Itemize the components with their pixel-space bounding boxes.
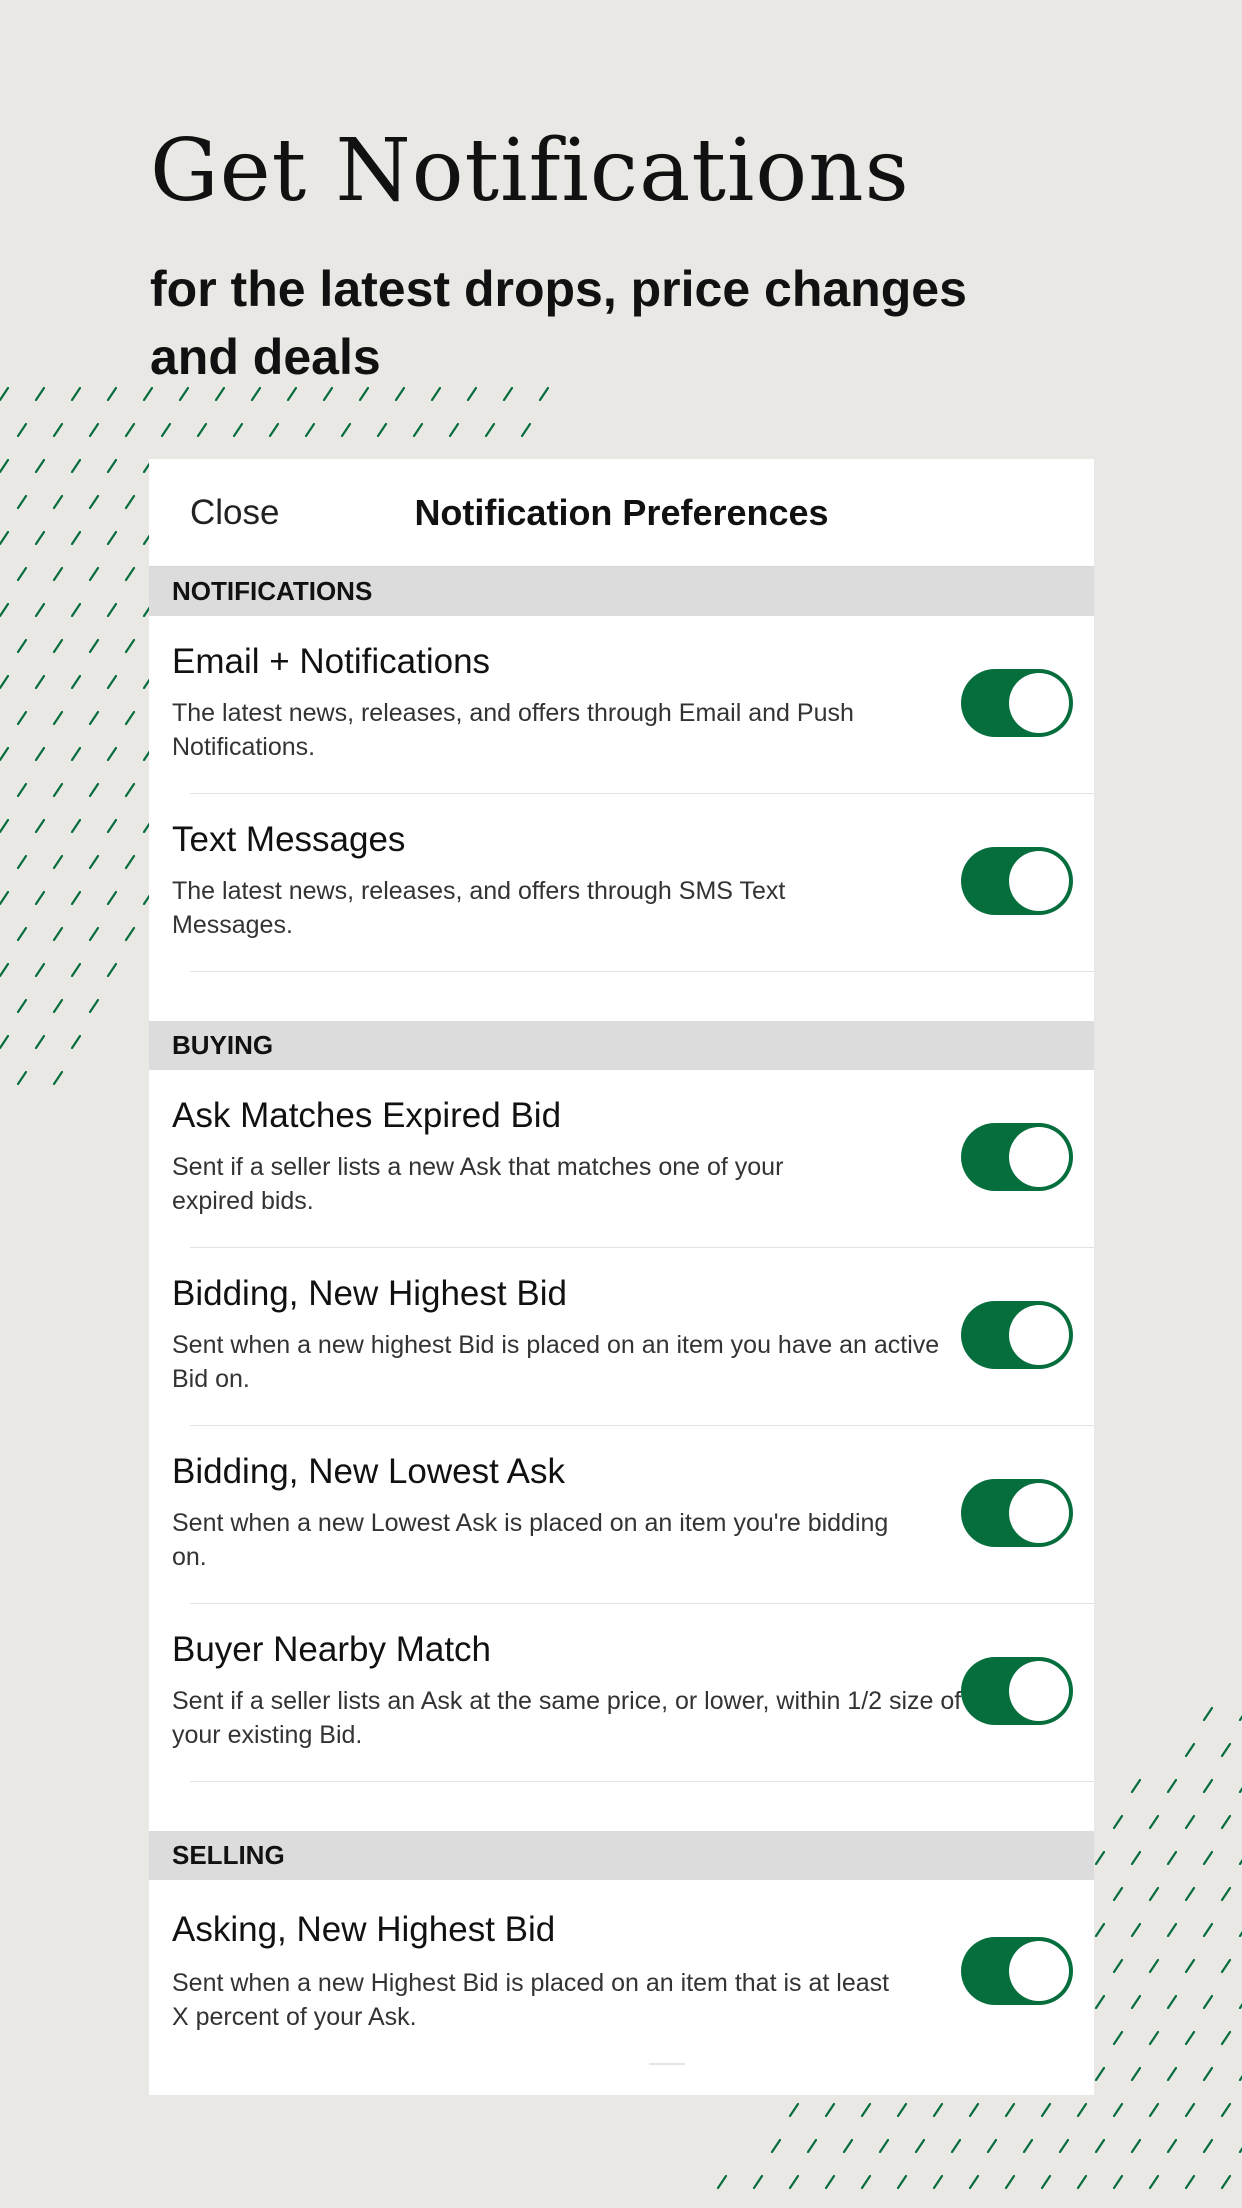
pattern-dash (108, 460, 116, 472)
pattern-dash (54, 928, 62, 940)
row-description: The latest news, releases, and offers through Email and Push Notifications. (172, 699, 854, 761)
pattern-dash (90, 568, 98, 580)
toggle-knob (1009, 1305, 1069, 1365)
pattern-dash (1096, 2068, 1104, 2080)
pattern-dash (90, 1000, 98, 1012)
list-item (149, 1880, 1094, 2066)
pattern-dash (1222, 2032, 1230, 2044)
pattern-dash (1096, 1924, 1104, 1936)
pattern-dash (1222, 1816, 1230, 1828)
pattern-dash (916, 2140, 924, 2152)
pattern-dash (1168, 1996, 1176, 2008)
pattern-dash (90, 928, 98, 940)
pattern-dash (1078, 2104, 1086, 2116)
list-item (149, 1604, 1094, 1782)
notification-preferences-panel (149, 459, 1094, 2095)
pattern-dash (754, 2176, 762, 2188)
pattern-dash (108, 604, 116, 616)
pattern-dash (952, 2140, 960, 2152)
pattern-dash (54, 496, 62, 508)
row-description: Sent if a seller lists a new Ask that matches one of your expired bids. (172, 1153, 784, 1215)
pattern-dash (18, 1072, 26, 1084)
pattern-dash (54, 712, 62, 724)
pattern-dash (808, 2140, 816, 2152)
pattern-dash (1042, 2104, 1050, 2116)
pattern-dash (0, 532, 8, 544)
pattern-dash (1186, 1960, 1194, 1972)
ask-matches-expired-bid-toggle[interactable] (961, 1123, 1073, 1191)
pattern-dash (36, 532, 44, 544)
pattern-dash (1186, 1816, 1194, 1828)
pattern-dash (790, 2176, 798, 2188)
pattern-dash (1204, 1996, 1212, 2008)
pattern-dash (1150, 2032, 1158, 2044)
panel-header (149, 459, 1094, 567)
pattern-dash (1114, 1888, 1122, 1900)
pattern-dash (0, 748, 8, 760)
pattern-dash (126, 424, 134, 436)
pattern-dash (72, 964, 80, 976)
pattern-dash (108, 676, 116, 688)
pattern-dash (72, 676, 80, 688)
pattern-dash (1150, 2104, 1158, 2116)
pattern-dash (90, 640, 98, 652)
pattern-dash (1204, 2068, 1212, 2080)
pattern-dash (36, 460, 44, 472)
pattern-dash (234, 424, 242, 436)
pattern-dash (54, 1072, 62, 1084)
row-title: Buyer Nearby Match (172, 1630, 492, 1669)
pattern-dash (1204, 1852, 1212, 1864)
pattern-dash (1168, 2140, 1176, 2152)
pattern-dash (1186, 2104, 1194, 2116)
pattern-dash (126, 784, 134, 796)
row-title: Email + Notifications (172, 642, 491, 681)
list-item (149, 1248, 1094, 1426)
pattern-dash (18, 1000, 26, 1012)
row-title: Asking, New Highest Bid (172, 1910, 556, 1949)
pattern-dash (36, 748, 44, 760)
row-title: Bidding, New Lowest Ask (172, 1452, 565, 1491)
pattern-dash (18, 424, 26, 436)
toggle-knob (1009, 1661, 1069, 1721)
pattern-dash (1132, 1780, 1140, 1792)
pattern-dash (1096, 2140, 1104, 2152)
pattern-dash (522, 424, 530, 436)
pattern-dash (898, 2104, 906, 2116)
section-spacer (149, 972, 1094, 1021)
pattern-dash (54, 856, 62, 868)
toggle-knob (1009, 673, 1069, 733)
pattern-dash (0, 1036, 8, 1048)
pattern-dash (1168, 1780, 1176, 1792)
row-description: Sent when a new Highest Bid is placed on an item that is at least X percent of your Ask. (172, 1969, 890, 2031)
new-lowest-ask-toggle[interactable] (961, 1479, 1073, 1547)
pattern-dash (1132, 2068, 1140, 2080)
pattern-dash (1222, 1744, 1230, 1756)
pattern-dash (1132, 1996, 1140, 2008)
row-description: Sent when a new Lowest Ask is placed on an item you're bidding on. (172, 1509, 889, 1571)
pattern-dash (1222, 2104, 1230, 2116)
pattern-dash (36, 676, 44, 688)
pattern-dash (126, 568, 134, 580)
pattern-dash (54, 1000, 62, 1012)
pattern-dash (988, 2140, 996, 2152)
pattern-dash (108, 820, 116, 832)
pattern-dash (1132, 2140, 1140, 2152)
pattern-dash (970, 2104, 978, 2116)
list-item (149, 1426, 1094, 1604)
pattern-dash (0, 676, 8, 688)
buyer-nearby-match-toggle[interactable] (961, 1657, 1073, 1725)
pattern-dash (18, 712, 26, 724)
pattern-dash (1150, 1816, 1158, 1828)
row-title: Bidding, New Highest Bid (172, 1274, 567, 1313)
pattern-dash (826, 2104, 834, 2116)
pattern-dash (72, 604, 80, 616)
list-item (149, 616, 1094, 794)
pattern-dash (1168, 1924, 1176, 1936)
panel-title: Notification Preferences (414, 492, 829, 533)
pattern-dash (414, 424, 422, 436)
pattern-dash (54, 424, 62, 436)
pattern-dash (934, 2104, 942, 2116)
hero-subtitle: for the latest drops, price changes and deals (150, 261, 967, 385)
pattern-dash (270, 424, 278, 436)
pattern-dash (18, 784, 26, 796)
pattern-dash (126, 496, 134, 508)
pattern-dash (1150, 1960, 1158, 1972)
pattern-dash (72, 1036, 80, 1048)
pattern-dash (126, 712, 134, 724)
section-header-selling: SELLING (149, 1831, 1094, 1880)
pattern-dash (36, 820, 44, 832)
pattern-dash (0, 892, 8, 904)
pattern-dash (0, 460, 8, 472)
pattern-dash (1132, 1852, 1140, 1864)
pattern-dash (970, 2176, 978, 2188)
toggle-knob (1009, 851, 1069, 911)
pattern-dash (18, 496, 26, 508)
pattern-dash (162, 424, 170, 436)
pattern-dash (1186, 2176, 1194, 2188)
pattern-dash (450, 424, 458, 436)
row-description: Sent when a new highest Bid is placed on an item you have an active Bid on. (172, 1331, 940, 1393)
pattern-dash (0, 388, 8, 400)
pattern-dash (108, 532, 116, 544)
pattern-dash (1096, 1996, 1104, 2008)
pattern-dash (1078, 2176, 1086, 2188)
asking-new-highest-bid-toggle[interactable] (961, 1937, 1073, 2005)
email-notifications-toggle[interactable] (961, 669, 1073, 737)
pattern-dash (1204, 2140, 1212, 2152)
new-highest-bid-toggle[interactable] (961, 1301, 1073, 1369)
pattern-dash (36, 964, 44, 976)
pattern-dash (862, 2176, 870, 2188)
pattern-dash (718, 2176, 726, 2188)
pattern-dash (72, 820, 80, 832)
pattern-dash (1114, 2032, 1122, 2044)
pattern-dash (1096, 1852, 1104, 1864)
pattern-dash (72, 388, 80, 400)
pattern-dash (306, 424, 314, 436)
pattern-dash (1150, 1888, 1158, 1900)
pattern-dash (72, 748, 80, 760)
pattern-dash (36, 892, 44, 904)
pattern-dash (0, 820, 8, 832)
row-description: Sent if a seller lists an Ask at the same price, or lower, within 1/2 size of your existing Bid. (172, 1687, 962, 1749)
list-item (149, 1070, 1094, 1248)
pattern-dash (934, 2176, 942, 2188)
row-title: Text Messages (172, 820, 406, 859)
row-description: The latest news, releases, and offers through SMS Text Messages. (172, 877, 786, 939)
pattern-dash (844, 2140, 852, 2152)
pattern-dash (90, 784, 98, 796)
pattern-dash (1168, 1852, 1176, 1864)
pattern-dash (880, 2140, 888, 2152)
pattern-dash (1042, 2176, 1050, 2188)
pattern-dash (108, 892, 116, 904)
pattern-dash (486, 424, 494, 436)
pattern-dash (1204, 1780, 1212, 1792)
pattern-dash (18, 928, 26, 940)
section-header-notifications: NOTIFICATIONS (149, 567, 1094, 616)
pattern-dash (1114, 2176, 1122, 2188)
pattern-dash (826, 2176, 834, 2188)
pattern-dash (1006, 2104, 1014, 2116)
pattern-dash (1132, 1924, 1140, 1936)
pattern-dash (54, 640, 62, 652)
pattern-dash (1114, 1960, 1122, 1972)
divider (190, 971, 1094, 972)
pattern-dash (18, 568, 26, 580)
pattern-dash (18, 640, 26, 652)
pattern-dash (126, 640, 134, 652)
pattern-dash (1204, 1708, 1212, 1720)
pattern-dash (862, 2104, 870, 2116)
pattern-dash (772, 2140, 780, 2152)
pattern-dash (1204, 1924, 1212, 1936)
pattern-dash (72, 892, 80, 904)
pattern-dash (72, 532, 80, 544)
toggle-knob (1009, 1941, 1069, 2001)
pattern-dash (90, 856, 98, 868)
pattern-dash (108, 388, 116, 400)
pattern-dash (54, 784, 62, 796)
pattern-dash (72, 460, 80, 472)
pattern-dash (1186, 1744, 1194, 1756)
pattern-dash (378, 424, 386, 436)
pattern-dash (0, 604, 8, 616)
list-item (149, 794, 1094, 972)
pattern-dash (1222, 1960, 1230, 1972)
text-messages-toggle[interactable] (961, 847, 1073, 915)
pattern-dash (1150, 2176, 1158, 2188)
pattern-dash (1186, 2032, 1194, 2044)
toggle-knob (1009, 1483, 1069, 1543)
pattern-dash (126, 856, 134, 868)
pattern-dash (898, 2176, 906, 2188)
row-title: Ask Matches Expired Bid (172, 1096, 562, 1135)
section-header-buying: BUYING (149, 1021, 1094, 1070)
pattern-dash (1114, 2104, 1122, 2116)
pattern-dash (0, 964, 8, 976)
close-button[interactable]: Close (190, 493, 280, 532)
pattern-dash (36, 1036, 44, 1048)
pattern-dash (90, 496, 98, 508)
scroll-indicator (649, 2063, 685, 2065)
pattern-dash (1114, 1816, 1122, 1828)
pattern-dash (36, 604, 44, 616)
pattern-dash (90, 424, 98, 436)
pattern-dash (36, 388, 44, 400)
pattern-dash (790, 2104, 798, 2116)
pattern-dash (198, 424, 206, 436)
pattern-dash (18, 856, 26, 868)
pattern-dash (108, 964, 116, 976)
pattern-dash (1222, 1888, 1230, 1900)
pattern-dash (1024, 2140, 1032, 2152)
pattern-dash (342, 424, 350, 436)
pattern-dash (1186, 1888, 1194, 1900)
pattern-dash (1222, 2176, 1230, 2188)
pattern-dash (1168, 2068, 1176, 2080)
pattern-dash (1060, 2140, 1068, 2152)
toggle-knob (1009, 1127, 1069, 1187)
hero-title: Get Notifications (150, 121, 910, 221)
pattern-dash (108, 748, 116, 760)
pattern-dash (1006, 2176, 1014, 2188)
divider (190, 1781, 1094, 1782)
pattern-dash (54, 568, 62, 580)
pattern-dash (90, 712, 98, 724)
pattern-dash (126, 928, 134, 940)
section-spacer (149, 1782, 1094, 1831)
